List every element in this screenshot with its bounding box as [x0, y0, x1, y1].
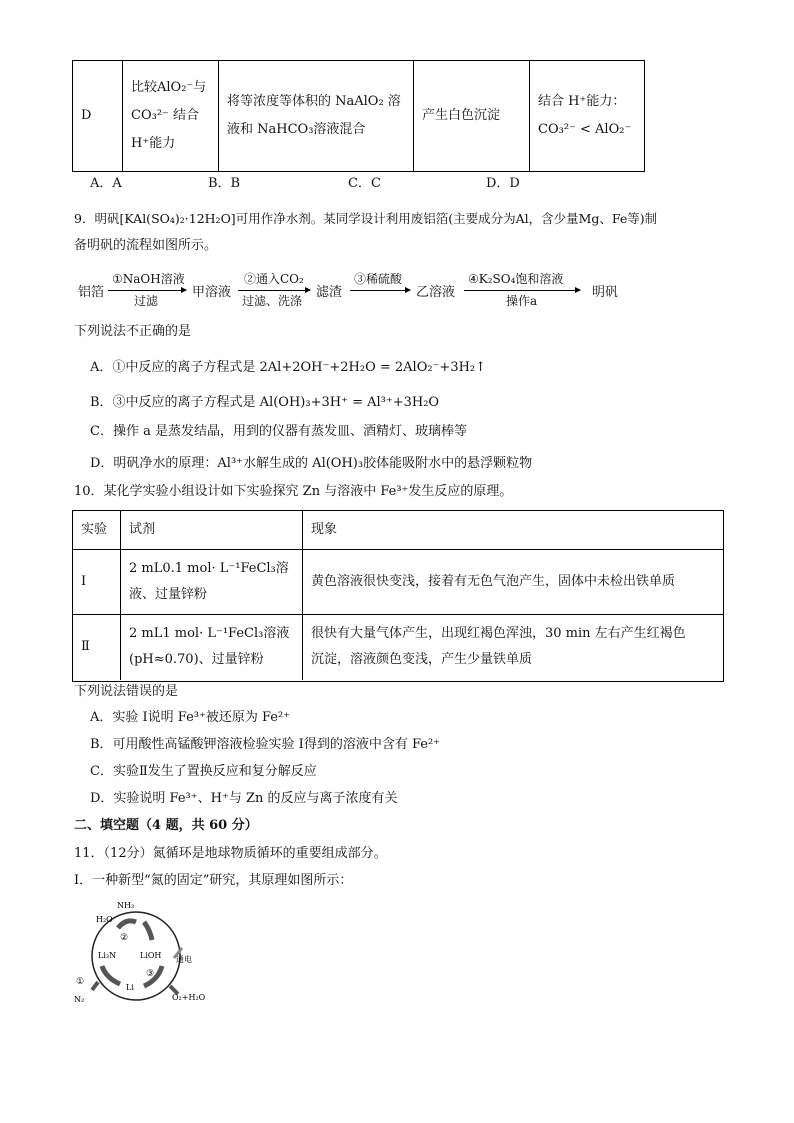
row2-phenomenon	[303, 614, 723, 680]
conclusion-line-1: 结合 H⁺能力：	[538, 94, 626, 109]
header-experiment	[73, 511, 121, 549]
flow-step4-bottom: 操作a	[506, 294, 538, 308]
row1-id	[73, 549, 121, 614]
label-li: Li	[126, 983, 134, 992]
label-lioh: LiOH	[140, 951, 162, 960]
q9-option-d: D．明矾净水的原理：Al³⁺水解生成的 Al(OH)₃胶体能吸附水中的悬浮颗粒物	[90, 456, 533, 471]
row1-reagent	[121, 549, 303, 614]
table-header-row	[73, 511, 723, 550]
table-row	[73, 614, 723, 680]
row2-reagent	[121, 614, 303, 680]
row-label-text: D	[81, 108, 92, 123]
row2-id-text: Ⅱ	[81, 639, 90, 654]
table-row-d	[72, 60, 645, 172]
row1-phenomenon	[303, 549, 723, 614]
row2-id	[73, 614, 121, 680]
row1-id-text: I	[81, 573, 87, 589]
q9-option-a: A．①中反应的离子方程式是 2Al+2OH⁻+2H₂O = 2AlO₂⁻+3H₂↑	[90, 360, 487, 375]
q10-option-d: D．实验说明 Fe³⁺、H⁺与 Zn 的反应与离子浓度有关	[90, 791, 398, 806]
label-nh3: NH₃	[117, 901, 135, 910]
arrow-down-lioh	[144, 922, 152, 940]
operation-cell	[219, 61, 414, 171]
q9-option-b: B．③中反应的离子方程式是 Al(OH)₃+3H⁺ = Al³⁺+3H₂O	[90, 395, 440, 410]
header-reagent-text: 试剂	[129, 522, 156, 537]
flow-step3-top: ③稀硫酸	[354, 272, 403, 286]
flow-mid-1: 甲溶液	[192, 285, 232, 300]
q8-option-b: B．B	[208, 176, 241, 191]
label-step1: ①	[76, 977, 85, 987]
row1-phenomenon-line-1: 黄色溶液很快变浅，接着有无色气泡产生，固体中未检出铁单质	[311, 573, 676, 589]
flow-step1-bottom: 过滤	[134, 294, 159, 308]
label-electricity: 通电	[176, 955, 192, 964]
flow-end: 明矾	[592, 285, 619, 300]
label-n2: N₂	[74, 995, 85, 1004]
compare-line-3: H⁺能力	[131, 136, 176, 151]
header-reagent	[121, 511, 303, 549]
q10-table	[72, 510, 724, 682]
row1-reagent-line-1: 2 mL0.1 mol· L⁻¹FeCl₃溶	[129, 560, 289, 576]
q11-stem: 11．（12分）氮循环是地球物质循环的重要组成部分。	[74, 846, 387, 861]
row2-reagent-line-1: 2 mL1 mol· L⁻¹FeCl₃溶液	[129, 626, 290, 641]
table-row	[73, 549, 723, 615]
q9-option-c: C．操作 a 是蒸发结晶，用到的仪器有蒸发皿、酒精灯、玻璃棒等	[90, 424, 467, 439]
label-o2-h2o: O₂+H₂O	[172, 993, 206, 1002]
row2-phenomenon-line-2: 沉淀，溶液颜色变浅，产生少量铁单质	[311, 652, 533, 667]
flow-mid-2: 滤渣	[316, 285, 343, 300]
row1-reagent-line-2: 液、过量锌粉	[129, 586, 208, 602]
phenomenon-text: 产生白色沉淀	[422, 108, 501, 123]
header-experiment-text: 实验	[81, 522, 108, 537]
label-li3n: Li₃N	[98, 951, 117, 960]
nitrogen-cycle-diagram	[74, 896, 214, 1006]
q9-stem-line-2: 备明矾的流程如图所示。	[74, 238, 218, 253]
q10-option-a: A．实验 I说明 Fe³⁺被还原为 Fe²⁺	[90, 710, 291, 725]
conclusion-line-2: CO₃²⁻ < AlO₂⁻	[538, 122, 632, 137]
section-heading: 二、填空题（4 题，共 60 分）	[74, 818, 258, 833]
arrow-li-to-li3n	[102, 966, 120, 984]
cycle-svg	[74, 896, 214, 1006]
arrow-li3n-to-lioh	[118, 921, 136, 928]
q9-stem-line-1: 9．明矾[KAl(SO₄)₂·12H₂O]可用作净水剂。某同学设计利用废铝箔(主要成分为Al，含少量Mg、Fe等)制	[74, 211, 658, 226]
q11-part1: Ⅰ．一种新型“氮的固定”研究，其原理如图所示：	[74, 873, 353, 888]
arrow-n2-in	[92, 982, 98, 990]
q10-prompt: 下列说法错误的是	[74, 684, 179, 699]
row2-reagent-line-2: (pH≈0.70)、过量锌粉	[129, 652, 264, 667]
header-phenomenon	[303, 511, 723, 549]
q8-option-c: C．C	[348, 176, 381, 191]
flow-start: 铝箔	[78, 285, 105, 300]
q9-prompt: 下列说法不正确的是	[74, 324, 192, 339]
q10-option-b: B．可用酸性高锰酸钾溶液检验实验 I得到的溶液中含有 Fe²⁺	[90, 737, 441, 752]
flow-arrow-4	[464, 290, 580, 291]
flow-arrow-3	[350, 290, 410, 291]
flow-arrow-1	[108, 290, 186, 291]
phenomenon-cell	[414, 61, 530, 171]
compare-line-2: CO₃²⁻ 结合	[131, 108, 200, 123]
flow-step4-top: ④K₂SO₄饱和溶液	[468, 272, 564, 286]
q9-flow-diagram	[78, 266, 638, 312]
compare-line-1: 比较AlO₂⁻与	[131, 80, 207, 95]
flow-step2-bottom: 过滤、洗涤	[242, 294, 303, 308]
compare-cell	[123, 61, 219, 171]
label-step2: ②	[120, 933, 129, 943]
flow-arrow-2	[238, 290, 310, 291]
conclusion-cell	[530, 61, 642, 171]
label-step3: ③	[146, 969, 155, 979]
row-label	[73, 61, 123, 171]
flow-step1-top: ①NaOH溶液	[112, 272, 185, 286]
q10-stem: 10．某化学实验小组设计如下实验探究 Zn 与溶液中 Fe³⁺发生反应的原理。	[74, 484, 513, 499]
flow-mid-3: 乙溶液	[416, 285, 456, 300]
q8-option-a: A．A	[90, 176, 122, 191]
operation-line-1: 将等浓度等体积的 NaAlO₂ 溶	[227, 94, 401, 109]
operation-line-2: 液和 NaHCO₃溶液混合	[227, 122, 366, 137]
label-h2o: H₂O	[96, 915, 113, 924]
flow-step2-top: ②通入CO₂	[244, 272, 304, 286]
q10-option-c: C．实验Ⅱ发生了置换反应和复分解反应	[90, 764, 317, 779]
header-phenomenon-text: 现象	[311, 522, 338, 537]
row2-phenomenon-line-1: 很快有大量气体产生，出现红褐色浑浊，30 min 左右产生红褐色	[311, 626, 686, 641]
q8-option-d: D．D	[486, 176, 520, 191]
